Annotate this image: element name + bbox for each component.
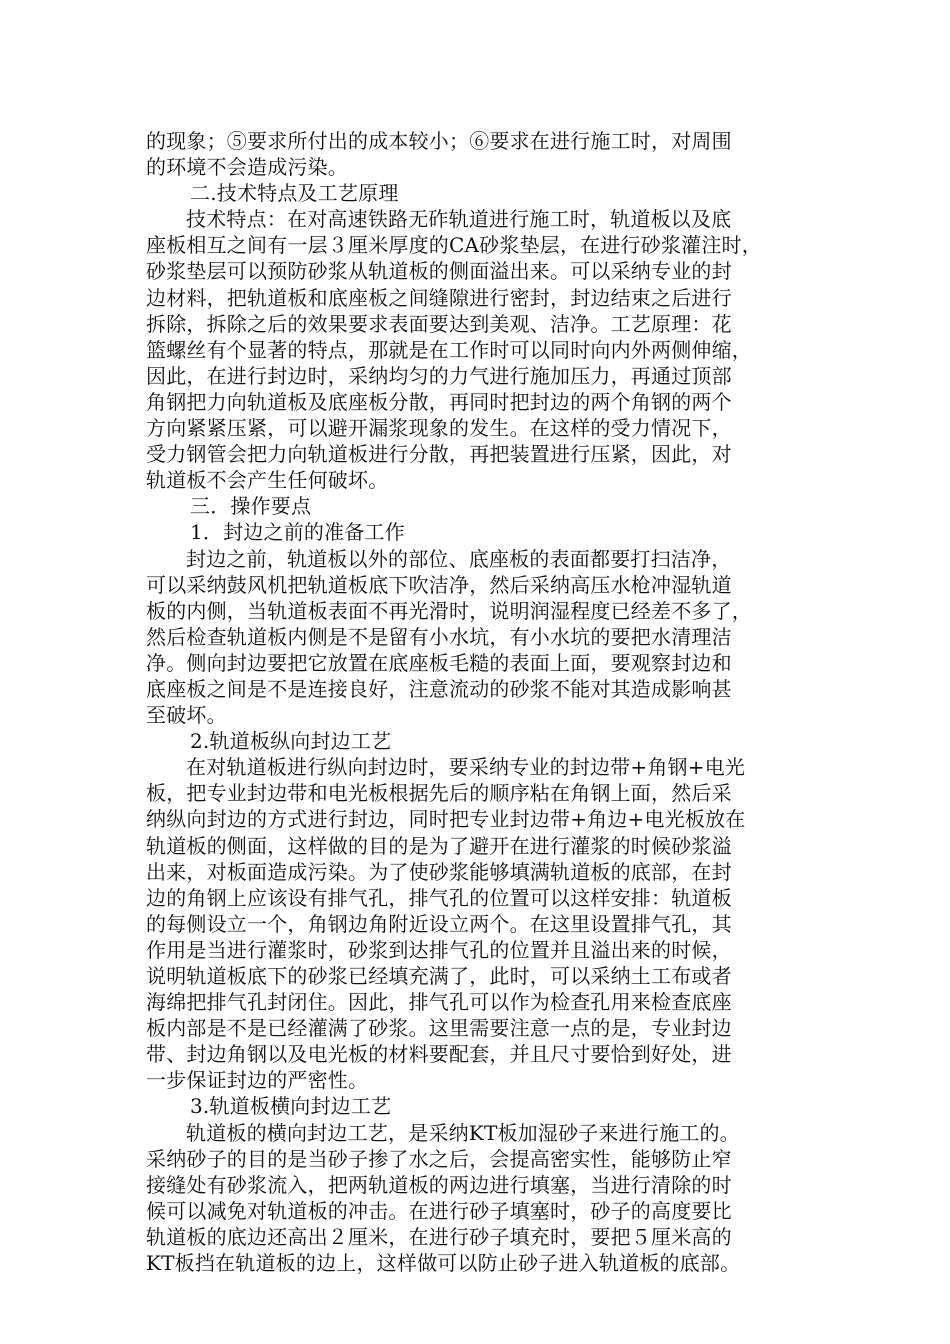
text-line: KT板挡在轨道板的边上，这样做可以防止砂子进入轨道板的底部。 [146, 1251, 741, 1276]
text-line: 可以采纳鼓风机把轨道板底下吹洁净，然后采纳高压水枪冲湿轨道 [146, 572, 732, 597]
text-line: 海绵把排气孔封闭住。因此，排气孔可以作为检查孔用来检查底座 [146, 990, 732, 1015]
text-line: 底座板之间是不是连接良好，注意流动的砂浆不能对其造成影响甚 [146, 676, 732, 701]
text-line: 的环境不会造成污染。 [146, 155, 348, 180]
text-line: 作用是当进行灌浆时，砂浆到达排气孔的位置并且溢出来的时候， [146, 937, 732, 962]
text-line: 一步保证封边的严密性。 [146, 1068, 369, 1093]
text-line: 方向紧紧压紧，可以避开漏浆现象的发生。在这样的受力情况下， [146, 416, 732, 441]
text-line: 板，把专业封边带和电光板根据先后的顺序粘在角钢上面，然后采 [146, 781, 732, 806]
text-line: 候可以减免对轨道板的冲击。在进行砂子填塞时，砂子的高度要比 [146, 1198, 732, 1223]
text-line: 技术特点：在对高速铁路无砟轨道进行施工时，轨道板以及底 [186, 207, 732, 232]
text-line: 净。侧向封边要把它放置在底座板毛糙的表面上面，要观察封边和 [146, 650, 732, 675]
text-line: 的每侧设立一个，角钢边角附近设立两个。在这里设置排气孔，其 [146, 911, 732, 936]
text-line: 因此，在进行封边时，采纳均匀的力气进行施加压力，再通过顶部 [146, 363, 732, 388]
text-line: 受力钢管会把力向轨道板进行分散，再把装置进行压紧，因此，对 [146, 442, 732, 467]
text-line: 纳纵向封边的方式进行封边，同时把专业封边带+角边+电光板放在 [146, 807, 746, 832]
text-line: 采纳砂子的目的是当砂子掺了水之后，会提高密实性，能够防止窄 [146, 1146, 732, 1171]
text-line: 至破坏。 [146, 703, 227, 728]
text-line: 轨道板不会产生任何破坏。 [146, 468, 389, 493]
text-line: 封边之前，轨道板以外的部位、底座板的表面都要打扫洁净， [186, 546, 732, 571]
section-heading: 1．封边之前的准备工作 [190, 520, 405, 545]
section-heading: 三．操作要点 [190, 494, 312, 519]
section-heading: 3.轨道板横向封边工艺 [190, 1094, 392, 1119]
text-line: 说明轨道板底下的砂浆已经填充满了，此时，可以采纳土工布或者 [146, 964, 732, 988]
text-line: 的现象；⑤要求所付出的成本较小；⑥要求在进行施工时，对周围 [146, 129, 732, 153]
text-line: 角钢把力向轨道板及底座板分散，再同时把封边的两个角钢的两个 [146, 389, 732, 414]
text-line: 板内部是不是已经灌满了砂浆。这里需要注意一点的是，专业封边 [146, 1016, 732, 1041]
text-line: 砂浆垫层可以预防砂浆从轨道板的侧面溢出来。可以采纳专业的封 [146, 259, 732, 284]
text-line: 拆除，拆除之后的效果要求表面要达到美观、洁净。工艺原理：花 [146, 311, 732, 336]
text-line: 在对轨道板进行纵向封边时，要采纳专业的封边带+角钢+电光 [186, 755, 746, 780]
text-line: 板的内侧，当轨道板表面不再光滑时，说明润湿程度已经差不多了， [146, 598, 752, 623]
text-line: 座板相互之间有一层３厘米厚度的CA砂浆垫层，在进行砂浆灌注时， [146, 233, 762, 258]
document-body [146, 128, 814, 1276]
text-line: 带、封边角钢以及电光板的材料要配套，并且尺寸要恰到好处，进 [146, 1042, 732, 1067]
text-line: 出来，对板面造成污染。为了使砂浆能够填满轨道板的底部，在封 [146, 859, 732, 884]
text-line: 边材料，把轨道板和底座板之间缝隙进行密封，封边结束之后进行 [146, 285, 732, 310]
text-line: 轨道板的横向封边工艺，是采纳KT板加湿砂子来进行施工的。 [186, 1120, 740, 1145]
text-line: 轨道板的底边还高出２厘米，在进行砂子填充时，要把５厘米高的 [146, 1224, 732, 1249]
text-line: 然后检查轨道板内侧是不是留有小水坑，有小水坑的要把水清理洁 [146, 624, 732, 649]
text-line: 边的角钢上应该设有排气孔，排气孔的位置可以这样安排：轨道板 [146, 885, 732, 910]
text-line: 篮螺丝有个显著的特点，那就是在工作时可以同时向内外两侧伸缩， [146, 337, 752, 362]
text-line: 轨道板的侧面，这样做的目的是为了避开在进行灌浆的时候砂浆溢 [146, 833, 732, 858]
section-heading: 二.技术特点及工艺原理 [190, 181, 399, 206]
section-heading: 2.轨道板纵向封边工艺 [190, 729, 392, 754]
text-line: 接缝处有砂浆流入，把两轨道板的两边进行填塞，当进行清除的时 [146, 1172, 732, 1197]
